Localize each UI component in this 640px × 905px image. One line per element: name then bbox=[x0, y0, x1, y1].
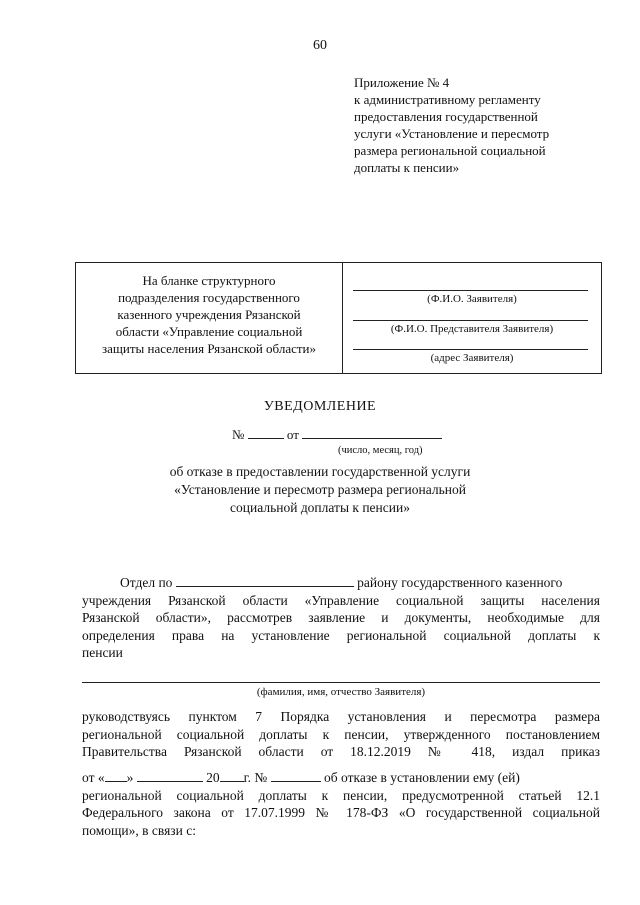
issuer-line: защиты населения Рязанской области» bbox=[101, 341, 317, 356]
representative-fio-caption: (Ф.И.О. Представителя Заявителя) bbox=[390, 323, 554, 335]
order-number-field[interactable] bbox=[271, 770, 321, 782]
appendix-reference bbox=[354, 74, 614, 176]
order-year-prefix: 20 bbox=[206, 770, 220, 785]
applicant-fio-caption: (Ф.И.О. Заявителя) bbox=[427, 293, 517, 305]
appendix-line: размера региональной социальной bbox=[354, 143, 546, 158]
appendix-line: к административному регламенту bbox=[354, 92, 541, 107]
date-caption: (число, месяц, год) bbox=[338, 445, 423, 456]
applicant-address-field[interactable] bbox=[353, 349, 588, 350]
order-number-label: г. № bbox=[243, 770, 268, 785]
paragraph-line: региональной социальной доплаты к пенсии, утвержденного постановлением bbox=[82, 726, 600, 742]
letterhead-issuer-cell bbox=[76, 263, 343, 373]
order-year-field[interactable] bbox=[220, 770, 244, 782]
paragraph-line: региональной социальной доплаты к пенсии, предусмотренной статьей 12.1 bbox=[82, 787, 600, 803]
applicant-fio-field[interactable] bbox=[353, 290, 588, 291]
paragraph-line: помощи», в связи с: bbox=[82, 822, 196, 838]
notice-subject bbox=[0, 463, 640, 517]
issuer-line: На бланке структурного bbox=[142, 273, 276, 288]
applicant-address-caption: (адрес Заявителя) bbox=[430, 352, 514, 364]
document-title: УВЕДОМЛЕНИЕ bbox=[263, 399, 377, 414]
paragraph-text: району государственного казенного bbox=[357, 575, 563, 590]
number-date-line bbox=[232, 427, 442, 443]
paragraph-line: учреждения Рязанской области «Управление социальной защиты населения bbox=[82, 592, 600, 608]
issuer-line: области «Управление социальной bbox=[115, 324, 303, 339]
applicant-full-name-caption: (фамилия, имя, отчество Заявителя) bbox=[256, 686, 426, 698]
notice-date-field[interactable] bbox=[302, 427, 442, 439]
department-label: Отдел по bbox=[120, 575, 173, 590]
body-paragraph-1 bbox=[82, 574, 600, 662]
number-sign: № bbox=[232, 427, 245, 442]
applicant-full-name-field[interactable] bbox=[82, 682, 600, 683]
appendix-line: предоставления государственной bbox=[354, 109, 538, 124]
order-day-field[interactable] bbox=[105, 770, 127, 782]
order-tail-text: об отказе в установлении ему (ей) bbox=[324, 770, 520, 785]
letterhead-table bbox=[75, 262, 602, 374]
appendix-line: Приложение № 4 bbox=[354, 75, 450, 90]
subject-line: социальной доплаты к пенсии» bbox=[230, 500, 410, 515]
order-line bbox=[82, 769, 600, 787]
paragraph-line: пенсии bbox=[82, 645, 123, 660]
district-field[interactable] bbox=[176, 575, 354, 587]
page-number: 60 bbox=[313, 38, 327, 53]
issuer-line: казенного учреждения Рязанской bbox=[117, 307, 301, 322]
appendix-line: доплаты к пенсии» bbox=[354, 160, 460, 175]
order-month-field[interactable] bbox=[137, 770, 203, 782]
representative-fio-field[interactable] bbox=[353, 320, 588, 321]
paragraph-line: Рязанской области», рассмотрев заявление и документы, необходимые для bbox=[82, 610, 600, 625]
paragraph-line: Правительства Рязанской области от 18.12.2019 № 418, издал приказ bbox=[82, 744, 600, 759]
body-paragraph-2 bbox=[82, 708, 600, 761]
notice-number-field[interactable] bbox=[248, 427, 284, 439]
issuer-line: подразделения государственного bbox=[118, 290, 300, 305]
subject-line: «Установление и пересмотр размера региональной bbox=[174, 482, 466, 497]
appendix-line: услуги «Установление и пересмотр bbox=[354, 126, 550, 141]
subject-line: об отказе в предоставлении государственной услуги bbox=[169, 464, 471, 479]
paragraph-line: Федерального закона от 17.07.1999 № 178-ФЗ «О государственной социальной bbox=[82, 805, 600, 820]
body-paragraph-3 bbox=[82, 769, 600, 839]
order-from-label: от « bbox=[82, 770, 105, 785]
paragraph-line: определения права на установление региональной социальной доплаты к bbox=[82, 627, 600, 643]
letterhead-applicant-cell bbox=[343, 263, 601, 373]
order-quote-close: » bbox=[126, 770, 134, 785]
paragraph-line: руководствуясь пунктом 7 Порядка установления и пересмотра размера bbox=[82, 709, 600, 724]
paragraph-line bbox=[82, 574, 600, 592]
from-label: от bbox=[286, 427, 299, 442]
